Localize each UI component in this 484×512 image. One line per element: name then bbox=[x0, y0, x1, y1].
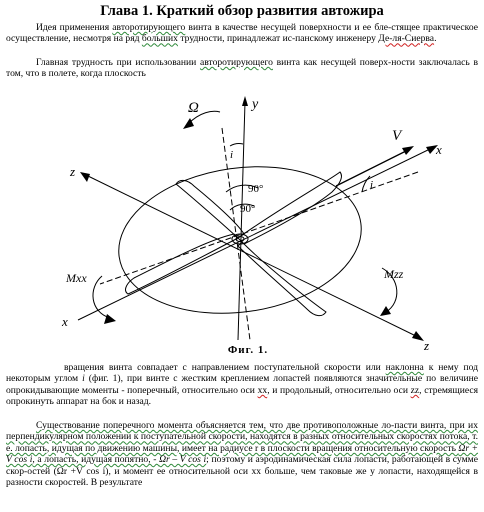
label-z-bottom: z bbox=[424, 338, 430, 353]
rotor-diagram bbox=[40, 88, 460, 356]
label-omega: Ω bbox=[188, 100, 199, 116]
mxx-arrowhead bbox=[104, 314, 116, 324]
intro-paragraph-2: Главная трудность при использовании авторотирующего винта как несущей поверх-ности заключалась в том, что в полете, когда плоскость bbox=[6, 57, 478, 80]
y-axis-line bbox=[238, 102, 245, 340]
z-axis-arrowhead-bottom bbox=[412, 331, 424, 341]
label-mzz: Mzz bbox=[384, 267, 404, 281]
rotor-axis-dashed bbox=[222, 128, 250, 340]
x-axis-line bbox=[78, 148, 432, 320]
label-x-bottom: x bbox=[62, 314, 68, 329]
label-z-left: z bbox=[70, 164, 76, 179]
blade-lower-left bbox=[126, 234, 238, 294]
blade-upper-left bbox=[176, 180, 244, 238]
label-angle-1: 90° bbox=[248, 183, 264, 195]
velocity-arrowhead bbox=[402, 146, 414, 155]
intro-paragraph-1: Идея применения авторотирующего винта в качестве несущей поверхности и ее бле-стящее практическое осуществление, несмотря на ряд больших трудности, принадлежат ис-панскому инженеру Де-ля-Сиерва. bbox=[6, 22, 478, 45]
body-paragraph-2: Существование поперечного момента объясняется тем, что две противоположные ло-пасти винта, при их перпендикулярном положении к поступательной скорости, находятся в разных относительных скоростях потока, т. е. лопасть, идущая по движению машины, имеет на радиусе r в плоскости вращения относительную скорость Ωr + V cos i, а лопасть, идущая попятно, - Ωr – V cos i; поэтому и аэродинамическая сила лопасти, работающей в сумме скор-остей (Ωr +V cos i), и момент ее относительной оси xx больше, чем таковые же у лопасти, находящейся в разности скоростей. В результате bbox=[6, 420, 479, 489]
label-angle-2: 90° bbox=[240, 203, 256, 215]
label-i-top: i bbox=[230, 149, 234, 161]
body-paragraph-1: вращения винта совпадает с направлением поступательной скорости или наклонна к нему под некоторым углом i (фиг. 1), при винте с жестким креплением лопастей появляются значительные по величине опрокидывающие моменты - поперечный, относительно оси хх, и продольный, относительно оси zz, стремящиеся опрокинуть аппарат на бок и назад. bbox=[6, 362, 479, 408]
label-i-right: i bbox=[370, 179, 374, 191]
i-arc-top bbox=[230, 144, 243, 146]
mzz-arrowhead bbox=[380, 306, 391, 316]
label-v: V bbox=[392, 128, 402, 144]
z-axis-line bbox=[88, 176, 420, 338]
chapter-title: Глава 1. Краткий обзор развития автожира bbox=[100, 3, 384, 19]
y-axis-arrowhead bbox=[242, 96, 248, 106]
label-mxx: Mxx bbox=[66, 271, 87, 285]
label-y: y bbox=[252, 97, 259, 112]
label-x-top: x bbox=[436, 142, 442, 157]
figure-caption: Фиг. 1. bbox=[227, 344, 269, 356]
z-axis-arrowhead-top bbox=[80, 172, 90, 182]
